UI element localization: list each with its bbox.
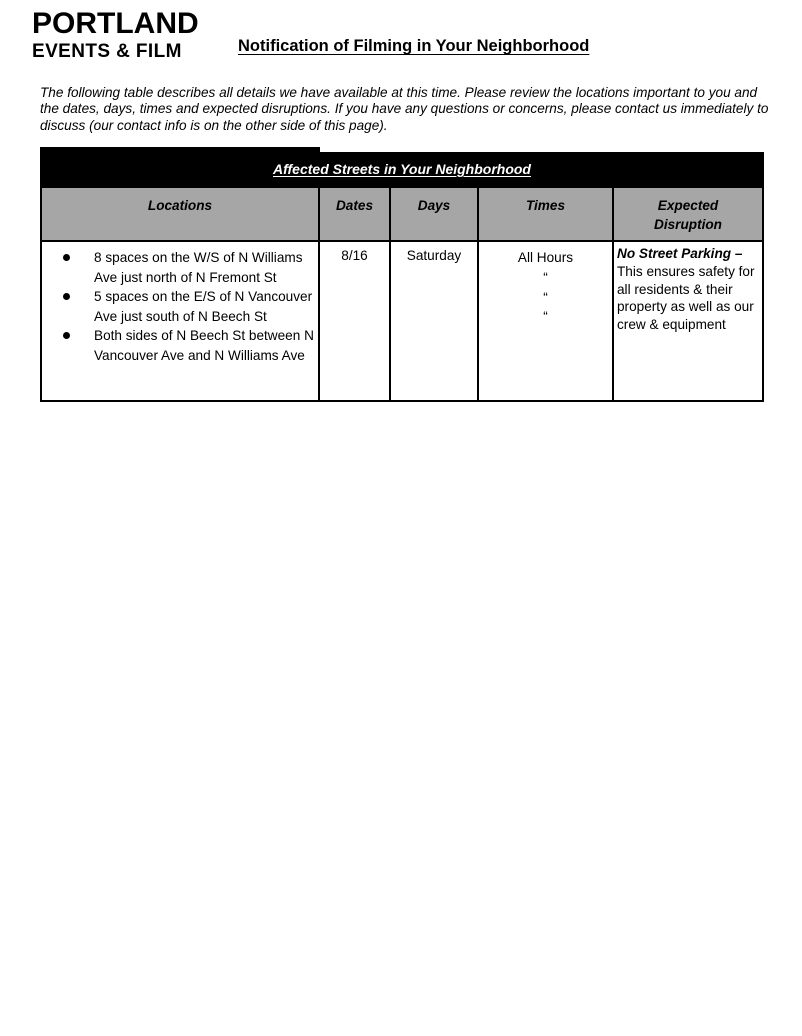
affected-streets-table-wrap [40, 147, 762, 402]
locations-list [46, 248, 316, 366]
intro-paragraph [40, 85, 780, 134]
logo-subtitle: EVENTS & FILM [32, 41, 182, 62]
table-caption: Affected Streets in Your Neighborhood [273, 161, 531, 177]
column-header-times: Times [478, 187, 613, 241]
column-header-dates: Dates [319, 187, 390, 241]
page-title: Notification of Filming in Your Neighborhood [238, 37, 590, 55]
table-top-tab [40, 147, 320, 153]
list-item: “ [543, 269, 548, 285]
table-caption-row [41, 153, 763, 187]
affected-streets-table [40, 152, 764, 402]
table-row [41, 241, 763, 401]
logo-wordmark: PORTLAND [32, 7, 199, 40]
table-header-row [41, 187, 763, 241]
list-item: “ [543, 309, 548, 325]
column-header-expected-disruption: Expected Disruption [613, 187, 763, 241]
list-item: discuss (our contact info is on the other side of this page). [40, 117, 388, 133]
list-item: Both sides of N Beech St between N Vancouver Ave and N Williams Ave [94, 326, 316, 365]
locations-cell [41, 241, 319, 401]
dates-cell: 8/16 [319, 241, 390, 401]
column-header-days: Days [390, 187, 478, 241]
table-caption-cell [41, 153, 763, 187]
disruption-heading: No Street Parking – [617, 246, 743, 261]
portland-events-film-logo [32, 9, 199, 61]
list-item: “ [543, 289, 548, 305]
list-item: 8 spaces on the W/S of N Williams Ave just north of N Fremont St [94, 248, 316, 287]
list-item: The following table describes all details we have available at this time. Please review the locations important to you and [40, 85, 758, 100]
days-cell: Saturday [390, 241, 478, 401]
list-item: All Hours [517, 250, 574, 265]
expected-disruption-cell [613, 241, 763, 401]
list-item: the dates, days, times and expected disruptions. If you have any questions or concerns, please contact us immediately to [40, 101, 769, 117]
list-item: 5 spaces on the E/S of N Vancouver Ave just south of N Beech St [94, 287, 316, 326]
disruption-body: This ensures safety for all residents & their property as well as our crew & equipment [617, 263, 755, 333]
column-header-locations: Locations [41, 187, 319, 241]
times-cell [478, 241, 613, 401]
